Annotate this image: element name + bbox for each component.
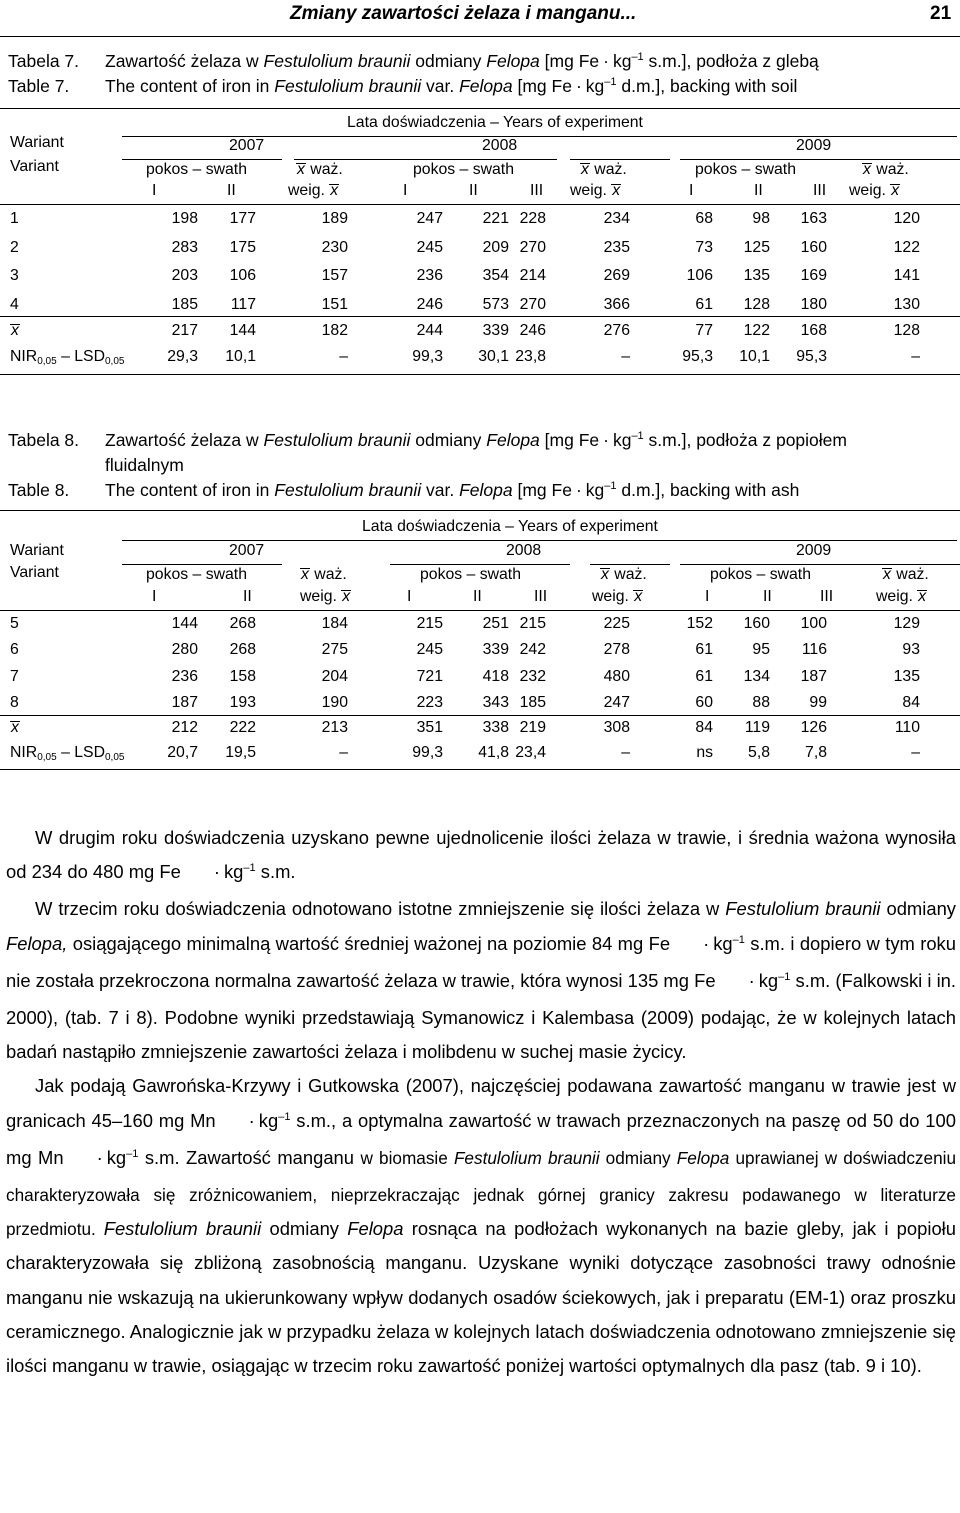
table-cell: 283	[171, 238, 198, 256]
table-cell: 98	[752, 210, 770, 227]
year-2008: 2008	[482, 137, 518, 154]
mean-cell: 219	[519, 719, 546, 736]
lsd-cell: 10,1	[739, 348, 770, 365]
mean-cell: 244	[416, 322, 443, 339]
table-cell: 84	[902, 693, 920, 711]
mean-cell: 122	[743, 322, 770, 339]
variant-number: 3	[10, 267, 19, 285]
year-2007: 2007	[229, 137, 265, 154]
table-bottom-rule	[0, 374, 960, 375]
table-cell: 268	[229, 641, 256, 659]
mean-cell: 276	[603, 322, 630, 339]
table-cell: 175	[229, 238, 256, 256]
mean-cell: 222	[229, 719, 256, 736]
table-cell: 214	[519, 267, 546, 285]
table-cell: 245	[416, 641, 443, 659]
table-cell: 418	[482, 667, 509, 685]
table-cell: 721	[416, 667, 443, 685]
swath-2007: pokos – swath	[146, 566, 247, 583]
year-2007: 2007	[229, 542, 265, 559]
swath-II: II	[754, 182, 763, 199]
table-cell: 130	[893, 295, 920, 313]
years-rule	[122, 540, 957, 541]
variant-number: 8	[10, 693, 19, 711]
table-cell: 221	[482, 210, 509, 227]
table-cell: 180	[800, 295, 827, 313]
swath-III: III	[813, 182, 827, 199]
mean-cell: 351	[416, 719, 443, 736]
table-cell: 246	[416, 295, 443, 313]
swath-2008: pokos – swath	[420, 566, 521, 583]
table-cell: 573	[482, 295, 509, 313]
table-cell: 93	[902, 641, 920, 659]
wariant-label: Wariant	[10, 134, 64, 151]
table-cell: 209	[482, 238, 509, 256]
paragraph-1: W drugim roku doświadczenia uzyskano pewne ujednolicenie ilości żelaza w trawie, i średnia ważona wynosiła od 234 do 480 mg $Fe \cdot kg^{-1}$ s.m.	[6, 827, 956, 883]
mean-label: x	[11, 719, 19, 736]
table-cell: 61	[695, 667, 713, 685]
mean-cell: 338	[482, 719, 509, 736]
table-cell: 204	[321, 667, 348, 685]
table-cell: 270	[519, 238, 546, 256]
table-cell: 190	[321, 693, 348, 711]
variant-number: 4	[10, 295, 19, 313]
swath-I: I	[689, 182, 694, 199]
lsd-cell: 30,1	[478, 348, 509, 365]
table-cell: 128	[743, 295, 770, 313]
lsd-cell: 23,8	[515, 348, 546, 365]
mean-cell: 144	[229, 322, 256, 339]
swath-III: III	[530, 182, 544, 199]
lsd-cell: –	[339, 348, 348, 365]
table-cell: 129	[893, 615, 920, 632]
table-cell: 160	[743, 615, 770, 632]
table-cell: 169	[800, 267, 827, 285]
table-cell: 187	[800, 667, 827, 685]
year-2009: 2009	[796, 542, 832, 559]
mean-cell: 182	[321, 322, 348, 339]
table7-caption	[8, 50, 958, 100]
table8-caption-label-en: Table 8.	[8, 480, 70, 500]
paragraph-2: W trzecim roku doświadczenia odnotowano istotne zmniejszenie się ilości żelaza w Festulolium braunii odmiany Felopa, osiągającego minimalną wartość średniej ważonej na poziomie 84 mg $Fe \cdot kg^{-1}$ s.m. i dopiero w tym roku nie została przekroczona normalna zawartość żelaza w trawie, która wynosi 135 mg $Fe \cdot kg^{-1}$ s.m. (Falkowski i in. 2000), (tab. 7 i 8). Podobne wyniki przedstawiają Symanowicz i Kalembasa (2009) podając, że w kolejnych latach badań nastąpiło zmniejszenie zawartości żelaza i molibdenu w suchej masie życicy.	[6, 898, 956, 1063]
weig-2009: weig. x	[849, 182, 900, 199]
mean-rule	[0, 316, 960, 317]
mean-cell: 168	[800, 322, 827, 339]
rule-2009	[680, 564, 960, 565]
lsd-cell: 95,3	[682, 348, 713, 365]
swath-I: I	[152, 182, 157, 199]
table-cell: 235	[603, 238, 630, 256]
swath-I: I	[407, 588, 412, 605]
table-cell: 141	[893, 267, 920, 285]
mean-cell: 128	[893, 322, 920, 339]
swath-2009: pokos – swath	[710, 566, 811, 583]
variant-label: Variant	[10, 564, 59, 581]
table-cell: 198	[171, 210, 198, 227]
swath-II: II	[473, 588, 482, 605]
table-cell: 158	[229, 667, 256, 685]
table-cell: 236	[416, 267, 443, 285]
table-cell: 189	[321, 210, 348, 227]
mean-cell: 212	[171, 719, 198, 736]
table8	[0, 510, 960, 775]
rule-2007	[122, 159, 282, 160]
header-bottom-rule	[0, 610, 960, 611]
paragraph-3: Jak podają Gawrońska-Krzywy i Gutkowska (2007), najczęściej podawana zawartość manganu w trawie jest w granicach 45–160 mg $Mn \cdot kg^{-1}$ s.m., a optymalna zawartość w trawach przeznaczonych na paszę od 50 do 100 mg $Mn \cdot kg^{-1}$ s.m. Zawartość manganu w biomasie Festulolium braunii odmiany Felopa uprawianej w doświadczeniu charakteryzowała się zróżnicowaniem, nieprzekraczając jednak górnej granicy zakresu podawanego w literaturze przedmiotu. Festulolium braunii odmiany Felopa rosnąca na podłożach wykonanych na bazie gleby, jak i popiołu charakteryzowała się zbliżoną zasobnością manganu. Uzyskane wyniki dotyczące zasobności trawy odnośnie manganu nie wskazują na ukierunkowany wpływ dodanych osadów ściekowych, jak i preparatu (EM-1) oraz proszku ceramicznego. Analogicznie jak w przypadku żelaza w kolejnych latach doświadczenia odnotowano zmniejszenie się ilości manganu w trawie, osiągając w trzecim roku zawartość poniżej wartości optymalnych dla pasz (tab. 9 i 10).	[6, 1075, 957, 1377]
weighted-mean-2008: x waż.	[601, 566, 647, 583]
mean-cell: 84	[695, 719, 713, 736]
table-cell: 223	[416, 693, 443, 711]
table-cell: 99	[809, 693, 827, 711]
weig-2008: weig. x	[592, 588, 643, 605]
table-cell: 280	[171, 641, 198, 659]
table-cell: 177	[229, 210, 256, 227]
lsd-cell: 99,3	[412, 744, 443, 761]
rule-2009	[680, 159, 960, 160]
variant-number: 2	[10, 238, 19, 256]
table-cell: 157	[321, 267, 348, 285]
table-cell: 184	[321, 615, 348, 632]
table-cell: 242	[519, 641, 546, 659]
lsd-cell: 20,7	[167, 744, 198, 761]
lsd-cell: 5,8	[748, 744, 770, 761]
table-cell: 100	[800, 615, 827, 632]
rule-2008-b	[570, 159, 670, 160]
table-cell: 116	[801, 641, 827, 659]
lsd-cell: 19,5	[225, 744, 256, 761]
mean-cell: 217	[171, 322, 198, 339]
variant-number: 5	[10, 615, 19, 632]
table-cell: 106	[229, 267, 256, 285]
table-cell: 480	[603, 667, 630, 685]
weighted-mean-2009: x waż.	[863, 161, 909, 178]
table-top-rule	[0, 510, 960, 511]
rule-2008-b	[590, 564, 670, 565]
table-cell: 120	[893, 210, 920, 227]
lsd-cell: –	[911, 348, 920, 365]
table-cell: 185	[519, 693, 546, 711]
variant-number: 1	[10, 210, 19, 227]
table-cell: 193	[229, 693, 256, 711]
table7-caption-label-en: Table 7.	[8, 76, 70, 96]
swath-2009: pokos – swath	[695, 161, 796, 178]
swath-III: III	[820, 588, 834, 605]
swath-I: I	[403, 182, 408, 199]
mean-label: x	[11, 322, 19, 339]
table-cell: 234	[603, 210, 630, 227]
mean-cell: 246	[519, 322, 546, 339]
table-cell: 245	[416, 238, 443, 256]
rule-2008-a	[294, 159, 557, 160]
table-cell: 215	[416, 615, 443, 632]
rule-2007	[122, 564, 282, 565]
header-bottom-rule	[0, 204, 960, 205]
lsd-label: $NIR_{0,05} - LSD_{0,05}$	[10, 744, 125, 763]
table-cell: 354	[482, 267, 509, 285]
mean-cell: 77	[695, 322, 713, 339]
mean-cell: 339	[482, 322, 509, 339]
swath-II: II	[243, 588, 252, 605]
rule-2008-a	[390, 564, 570, 565]
table-cell: 122	[893, 238, 920, 256]
table-cell: 134	[743, 667, 770, 685]
table-cell: 61	[695, 641, 713, 659]
weighted-mean-2008: x waż.	[581, 161, 627, 178]
table-cell: 236	[171, 667, 198, 685]
table-cell: 88	[752, 693, 770, 711]
swath-II: II	[227, 182, 236, 199]
table-cell: 125	[743, 238, 770, 256]
swath-I: I	[152, 588, 157, 605]
table-cell: 187	[171, 693, 198, 711]
table-cell: 225	[603, 615, 630, 632]
mean-cell: 126	[800, 719, 827, 736]
lsd-cell: 10,1	[225, 348, 256, 365]
table-cell: 160	[800, 238, 827, 256]
wariant-label: Wariant	[10, 542, 64, 559]
table7	[0, 108, 960, 383]
mean-cell: 213	[321, 719, 348, 736]
weighted-mean-2007: x waż.	[301, 566, 347, 583]
lsd-cell: 99,3	[412, 348, 443, 365]
table8-caption	[8, 429, 958, 505]
swath-III: III	[534, 588, 548, 605]
table-cell: 73	[695, 238, 713, 256]
table-cell: 343	[482, 693, 509, 711]
lsd-label: $NIR_{0,05} - LSD_{0,05}$	[10, 348, 125, 367]
weig-2007: weig. x	[288, 182, 339, 199]
table8-caption-text-pl-line2: fluidalnym	[105, 455, 184, 475]
table-bottom-rule	[0, 769, 960, 770]
table-cell: 185	[171, 295, 198, 313]
table7-caption-label-pl: Tabela 7.	[8, 51, 80, 71]
swath-I: I	[705, 588, 710, 605]
table-cell: 268	[229, 615, 256, 632]
table-cell: 117	[230, 295, 256, 313]
mean-cell: 110	[894, 719, 920, 736]
table-cell: 339	[482, 641, 509, 659]
year-2008: 2008	[506, 542, 542, 559]
table-cell: 278	[603, 641, 630, 659]
swath-2008: pokos – swath	[413, 161, 514, 178]
table7-caption-text-en: The content of iron in Festulolium braunii var. Felopa [mg $Fe \cdot kg^{-1}$ d.m.], backing with soil	[105, 76, 798, 96]
variant-number: 6	[10, 641, 19, 659]
table8-caption-label-pl: Tabela 8.	[8, 430, 80, 450]
lsd-cell: 95,3	[796, 348, 827, 365]
weig-2007: weig. x	[300, 588, 351, 605]
years-header: Lata doświadczenia – Years of experiment	[347, 114, 643, 131]
table-cell: 270	[519, 295, 546, 313]
body-text	[6, 821, 956, 1383]
table-cell: 95	[752, 641, 770, 659]
table-cell: 106	[686, 267, 713, 285]
table-cell: 135	[893, 667, 920, 685]
weig-2009: weig. x	[876, 588, 927, 605]
lsd-cell: ns	[696, 744, 713, 761]
table-cell: 60	[695, 693, 713, 711]
table-cell: 135	[743, 267, 770, 285]
table-cell: 68	[695, 210, 713, 227]
table7-caption-text-pl: Zawartość żelaza w Festulolium braunii odmiany Felopa [mg $Fe \cdot kg^{-1}$ s.m.], podłoża z glebą	[105, 51, 819, 71]
variant-label: Variant	[10, 158, 59, 175]
lsd-cell: –	[911, 744, 920, 761]
lsd-cell: 29,3	[167, 348, 198, 365]
swath-II: II	[469, 182, 478, 199]
swath-2007: pokos – swath	[146, 161, 247, 178]
table-cell: 228	[519, 210, 546, 227]
table-cell: 366	[603, 295, 630, 313]
mean-rule	[0, 715, 960, 716]
table-cell: 203	[171, 267, 198, 285]
lsd-cell: 23,4	[515, 744, 546, 761]
running-header	[0, 0, 960, 37]
table-cell: 230	[321, 238, 348, 256]
table-cell: 144	[171, 615, 198, 632]
table-cell: 269	[603, 267, 630, 285]
table-cell: 275	[321, 641, 348, 659]
table-cell: 251	[482, 615, 509, 632]
table-cell: 151	[321, 295, 348, 313]
table-cell: 215	[519, 615, 546, 632]
running-title: Zmiany zawartości żelaza i manganu...	[290, 3, 637, 24]
page-number: 21	[930, 3, 952, 24]
swath-II: II	[763, 588, 772, 605]
mean-cell: 308	[603, 719, 630, 736]
mean-cell: 119	[744, 719, 770, 736]
table8-caption-text-en: The content of iron in Festulolium braunii var. Felopa [mg $Fe \cdot kg^{-1}$ d.m.], backing with ash	[105, 480, 800, 500]
lsd-cell: –	[621, 744, 630, 761]
weig-2008: weig. x	[570, 182, 621, 199]
lsd-cell: 41,8	[478, 744, 509, 761]
table-cell: 163	[800, 210, 827, 227]
weighted-mean-2009: x waż.	[883, 566, 929, 583]
table-cell: 61	[695, 295, 713, 313]
years-header: Lata doświadczenia – Years of experiment	[362, 518, 658, 535]
table-cell: 232	[519, 667, 546, 685]
table-cell: 247	[603, 693, 630, 711]
table-cell: 152	[686, 615, 713, 632]
table8-caption-text-pl: Zawartość żelaza w Festulolium braunii odmiany Felopa [mg $Fe \cdot kg^{-1}$ s.m.], podłoża z popiołem	[105, 430, 847, 450]
lsd-cell: –	[339, 744, 348, 761]
table-top-rule	[0, 108, 960, 109]
lsd-cell: –	[621, 348, 630, 365]
year-2009: 2009	[796, 137, 832, 154]
lsd-cell: 7,8	[805, 744, 827, 761]
weighted-mean-2007: x waż.	[297, 161, 343, 178]
variant-number: 7	[10, 667, 19, 685]
table-cell: 247	[416, 210, 443, 227]
